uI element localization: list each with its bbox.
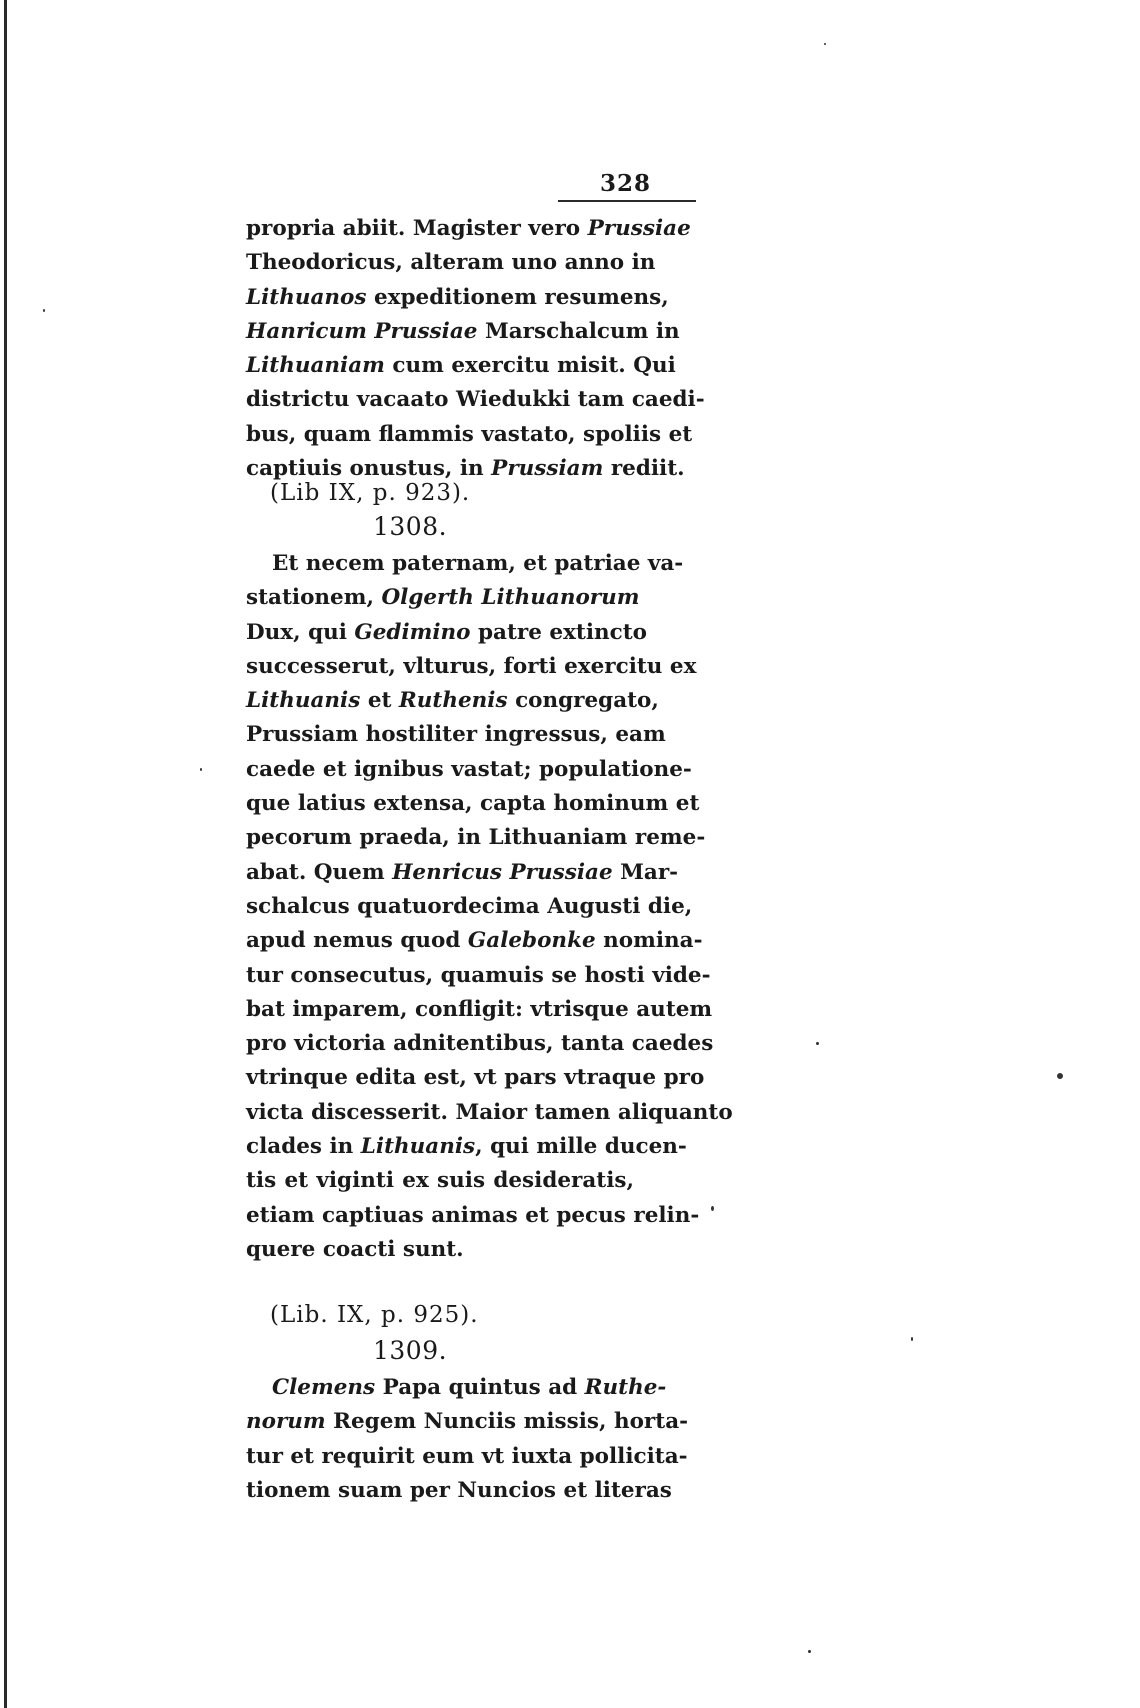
text-line: Lithuaniam cum exercitu misit. Qui [246,353,676,379]
text-line: apud nemus quod Galebonke nomina- [246,928,703,954]
text-line: stationem, Olgerth Lithuanorum [246,585,640,611]
text-line: pecorum praeda, in Lithuaniam reme- [246,825,706,851]
scan-speck [824,43,826,45]
text-line: Dux, qui Gedimino patre extincto [246,619,647,645]
text-line: captiuis onustus, in Prussiam rediit. [246,456,685,482]
scan-speck [911,1337,913,1341]
year-heading: 1308. [373,512,448,541]
text-line: pro victoria adnitentibus, tanta caedes [246,1031,714,1057]
text-line: quere coacti sunt. [246,1236,464,1262]
text-line: tur consecutus, quamuis se hosti vide- [246,962,711,988]
header-rule [558,200,696,202]
text-line: tur et requirit eum vt iuxta pollicita- [246,1443,688,1469]
scan-speck [816,1042,819,1045]
scan-speck [43,309,45,312]
text-line: districtu vacaato Wiedukki tam caedi- [246,387,705,413]
text-line: Lithuanis et Ruthenis congregato, [246,688,659,714]
scan-speck [808,1650,811,1653]
paragraph-1 [246,212,705,486]
text-line: tionem suam per Nuncios et literas [246,1477,672,1503]
text-line: Et necem paternam, et patriae va- [272,551,684,576]
reference-citation: (Lib. IX, p. 925). [270,1302,479,1328]
text-line: tis et viginti ex suis desideratis, [246,1168,634,1194]
scan-speck [1057,1073,1063,1079]
text-line: norum Regem Nunciis missis, horta- [246,1409,689,1435]
text-line: clades in Lithuanis, qui mille ducen- [246,1134,687,1160]
text-line: Hanricum Prussiae Marschalcum in [246,318,680,344]
text-line: Clemens Papa quintus ad Ruthe- [272,1375,667,1400]
text-line: abat. Quem Henricus Prussiae Mar- [246,859,679,885]
scan-speck [200,768,202,771]
text-line: vtrinque edita est, vt pars vtraque pro [246,1065,705,1091]
text-line: Lithuanos expeditionem resumens, [246,284,669,310]
text-line: propria abiit. Magister vero Prussiae [246,216,691,241]
text-line: victa discesserit. Maior tamen aliquanto [246,1099,733,1125]
paragraph-2 [246,547,733,1267]
page-number: 328 [600,170,652,197]
year-heading: 1309. [373,1336,448,1365]
paragraph-3 [246,1371,689,1508]
scan-speck [711,1206,714,1211]
text-line: schalcus quatuordecima Augusti die, [246,893,693,919]
text-line: bat imparem, confligit: vtrisque autem [246,996,713,1022]
text-line: successerut, vlturus, forti exercitu ex [246,653,697,679]
text-line: Theodoricus, alteram uno anno in [246,250,656,276]
text-line: bus, quam flammis vastato, spoliis et [246,421,693,447]
text-line: etiam captiuas animas et pecus relin- [246,1202,700,1228]
book-spine-edge [4,0,7,1708]
reference-citation: (Lib IX, p. 923). [270,480,471,506]
text-line: Prussiam hostiliter ingressus, eam [246,722,666,748]
text-line: caede et ignibus vastat; populatione- [246,756,692,782]
text-line: que latius extensa, capta hominum et [246,791,700,817]
